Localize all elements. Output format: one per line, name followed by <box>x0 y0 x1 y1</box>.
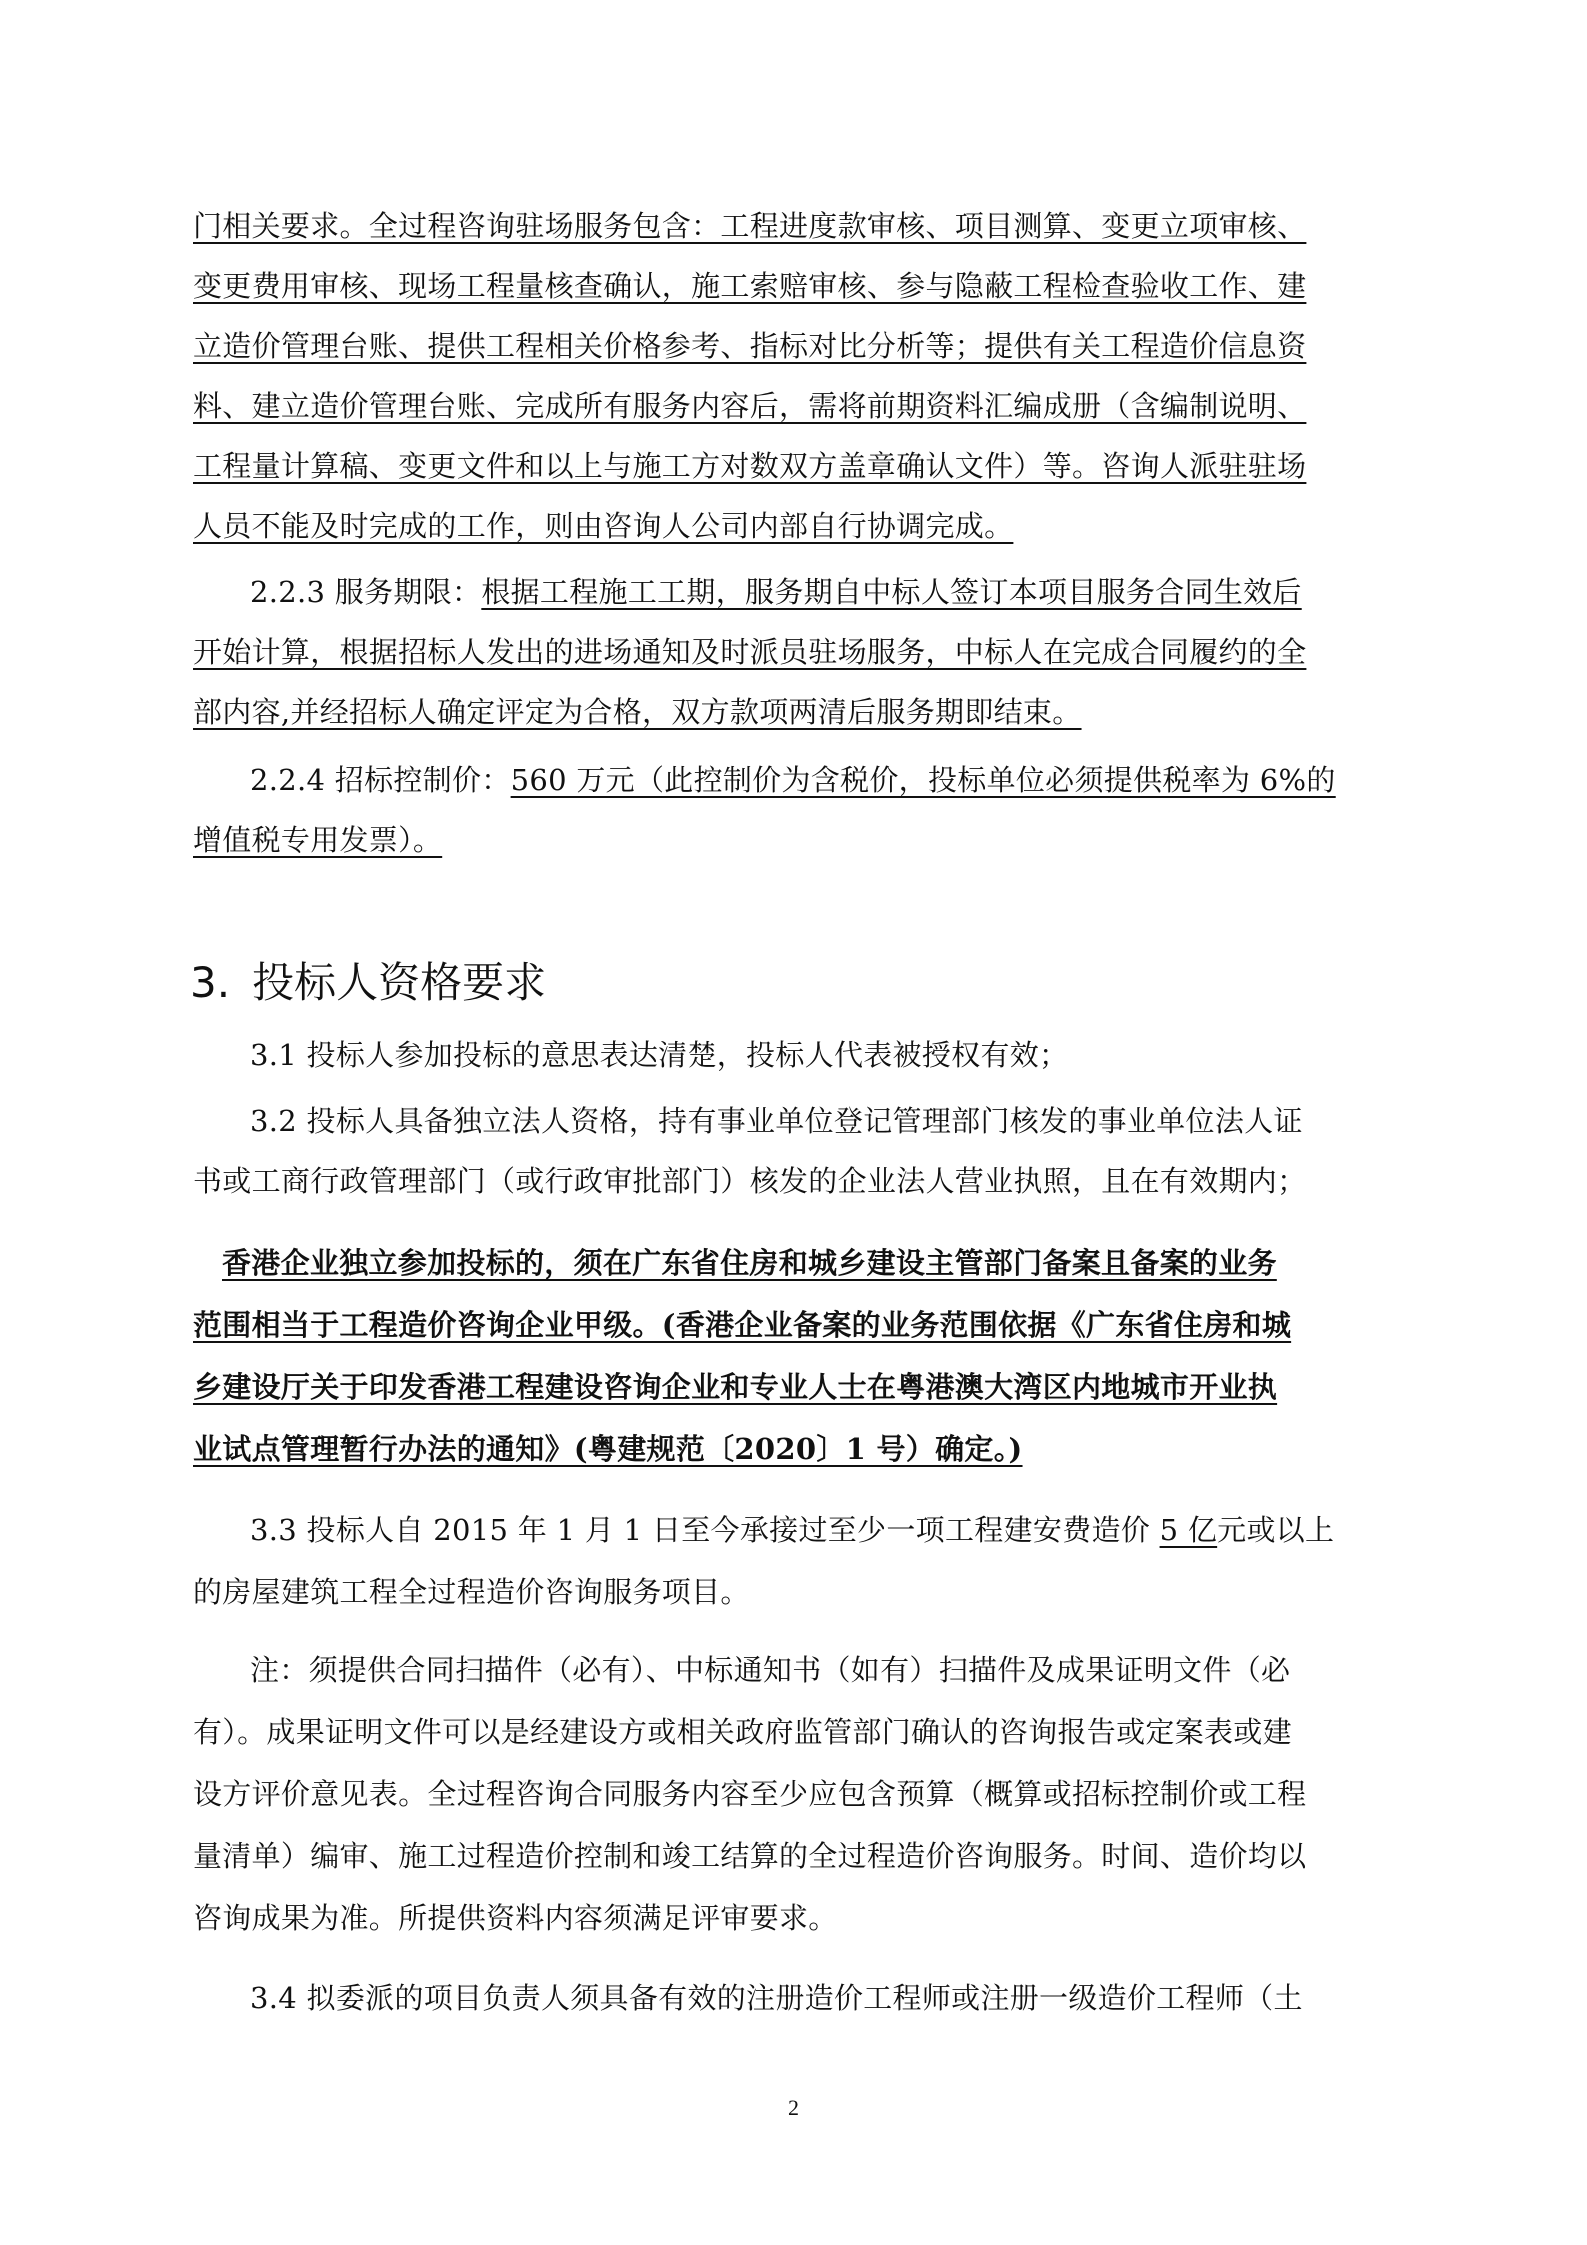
clause-label: 2.2.3 服务期限： <box>250 575 482 609</box>
body-text-line: 的房屋建筑工程全过程造价咨询服务项目。 <box>193 1575 750 1609</box>
note-line: 设方评价意见表。全过程咨询合同服务内容至少应包含预算（概算或招标控制价或工程 <box>193 1777 1307 1811</box>
body-text-line: 立造价管理台账、提供工程相关价格参考、指标对比分析等；提供有关工程造价信息资 <box>193 329 1307 363</box>
clause-3-4: 3.4 拟委派的项目负责人须具备有效的注册造价工程师或注册一级造价工程师（土 <box>250 1981 1303 2015</box>
hk-requirement-line: 香港企业独立参加投标的，须在广东省住房和城乡建设主管部门备案且备案的业务 <box>222 1246 1277 1280</box>
clause-3-2: 3.2 投标人具备独立法人资格，持有事业单位登记管理部门核发的事业单位法人证 <box>250 1104 1303 1138</box>
body-text-line: 部内容,并经招标人确定评定为合格，双方款项两清后服务期即结束。 <box>193 695 1082 729</box>
clause-text: 元或以上 <box>1217 1513 1335 1547</box>
note-line: 注：须提供合同扫描件（必有）、中标通知书（如有）扫描件及成果证明文件（必 <box>250 1653 1291 1687</box>
section-number: 3. <box>190 958 231 1007</box>
clause-text: 560 万元（此控制价为含税价，投标单位必须提供税率为 6%的 <box>510 763 1336 797</box>
clause-text: 根据工程施工工期，服务期自中标人签订本项目服务合同生效后 <box>481 575 1302 609</box>
clause-3-3 <box>250 1510 1334 1550</box>
body-text-line: 工程量计算稿、变更文件和以上与施工方对数双方盖章确认文件）等。咨询人派驻驻场 <box>193 449 1307 483</box>
note-line: 咨询成果为准。所提供资料内容须满足评审要求。 <box>193 1901 838 1935</box>
body-text-line: 料、建立造价管理台账、完成所有服务内容后，需将前期资料汇编成册（含编制说明、 <box>193 389 1307 423</box>
body-text-line: 增值税专用发票）。 <box>193 823 443 857</box>
body-text-line: 人员不能及时完成的工作，则由咨询人公司内部自行协调完成。 <box>193 509 1014 543</box>
clause-text: 3.3 投标人自 2015 年 1 月 1 日至今承接过至少一项工程建安费造价 <box>250 1513 1160 1547</box>
clause-2-2-3 <box>250 572 1302 612</box>
body-text-line: 变更费用审核、现场工程量核查确认，施工索赔审核、参与隐蔽工程检查验收工作、建 <box>193 269 1307 303</box>
section-title: 投标人资格要求 <box>252 958 547 1007</box>
clause-2-2-4 <box>250 760 1336 800</box>
note-line: 量清单）编审、施工过程造价控制和竣工结算的全过程造价咨询服务。时间、造价均以 <box>193 1839 1307 1873</box>
hk-requirement-line: 乡建设厅关于印发香港工程建设咨询企业和专业人士在粤港澳大湾区内地城市开业执 <box>193 1370 1278 1404</box>
body-text-line: 门相关要求。全过程咨询驻场服务包含：工程进度款审核、项目测算、变更立项审核、 <box>193 209 1307 243</box>
page-number: 2 <box>788 2095 799 2120</box>
body-text-line: 书或工商行政管理部门（或行政审批部门）核发的企业法人营业执照，且在有效期内； <box>193 1164 1307 1198</box>
clause-3-1: 3.1 投标人参加投标的意思表达清楚，投标人代表被授权有效； <box>250 1038 1069 1072</box>
hk-requirement-line: 业试点管理暂行办法的通知》(粤建规范〔2020〕1 号）确定。) <box>193 1432 1023 1466</box>
section-heading <box>190 955 546 1011</box>
amount-value: 5 亿 <box>1159 1513 1218 1547</box>
hk-requirement-line: 范围相当于工程造价咨询企业甲级。(香港企业备案的业务范围依据《广东省住房和城 <box>193 1308 1292 1342</box>
clause-label: 2.2.4 招标控制价： <box>250 763 511 797</box>
body-text-line: 开始计算，根据招标人发出的进场通知及时派员驻场服务，中标人在完成合同履约的全 <box>193 635 1307 669</box>
note-line: 有）。成果证明文件可以是经建设方或相关政府监管部门确认的咨询报告或定案表或建 <box>193 1715 1292 1749</box>
